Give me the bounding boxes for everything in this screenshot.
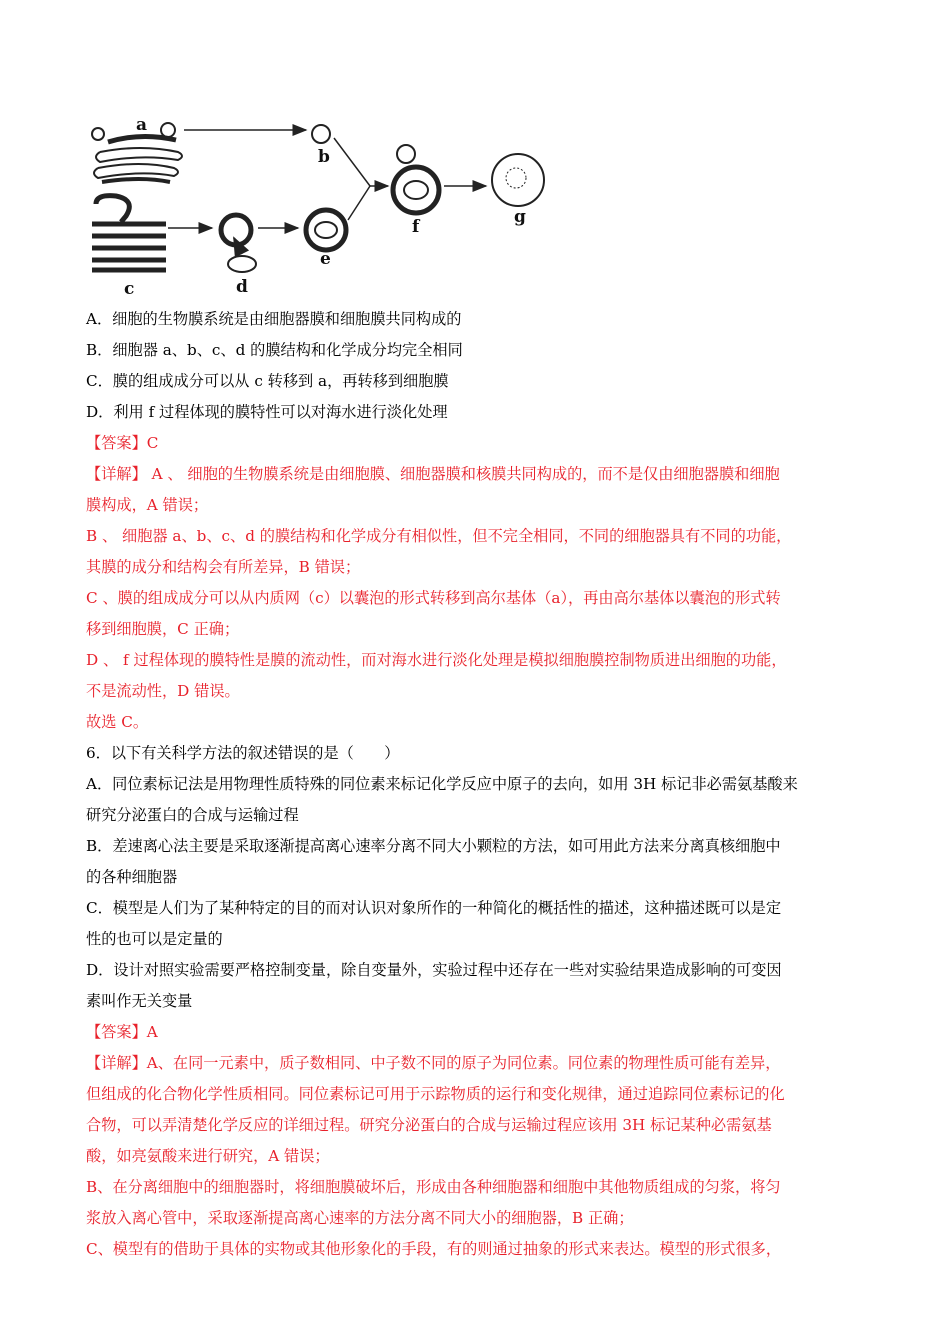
q5-option-a: A．细胞的生物膜系统是由细胞器膜和细胞膜共同构成的 — [86, 310, 462, 328]
q5-explanation-line: 其膜的成分和结构会有所差异，B 错误； — [86, 558, 361, 576]
membrane-system-diagram — [86, 112, 556, 302]
label-g: g — [514, 207, 526, 227]
q6-stem: 6．以下有关科学方法的叙述错误的是（ ） — [86, 744, 400, 762]
q6-explanation-line: 【详解】A、在同一元素中，质子数相同、中子数不同的原子为同位素。同位素的物理性质可能有差异， — [86, 1054, 781, 1072]
label-d: d — [236, 277, 248, 297]
label-a: a — [136, 115, 148, 135]
endoplasmic-reticulum-shape — [92, 196, 166, 270]
q6-explanation-line: B、在分离细胞中的细胞器时，将细胞膜破坏后，形成由各种细胞器和细胞中其他物质组成的匀浆，将匀 — [86, 1178, 781, 1196]
vesicle-b-shape — [312, 125, 330, 143]
q6-explanation-line: 但组成的化合物化学性质相同。同位素标记可用于示踪物质的运行和变化规律，通过追踪同位素标记的化 — [86, 1085, 785, 1103]
label-f: f — [412, 217, 420, 237]
q6-option-line: A．同位素标记法是用物理性质特殊的同位素来标记化学反应中原子的去向，如用 3H 标记非必需氨基酸来 — [86, 775, 798, 793]
q5-explanation-line: 【详解】 A 、 细胞的生物膜系统是由细胞膜、细胞器膜和核膜共同构成的，而不是仅由细胞器膜和细胞 — [86, 465, 780, 483]
digested-g-shape — [492, 154, 544, 206]
q6-option-line: C．模型是人们为了某种特定的目的而对认识对象所作的一种简化的概括性的描述，这种描述既可以是定 — [86, 899, 782, 917]
q6-option-line: B．差速离心法主要是采取逐渐提高离心速率分离不同大小颗粒的方法，如可用此方法来分离真核细胞中 — [86, 837, 781, 855]
label-c: c — [124, 279, 135, 299]
q6-option-line: 的各种细胞器 — [86, 868, 178, 886]
autophagosome-e-shape — [306, 210, 346, 250]
fusion-f-shape — [393, 145, 439, 213]
label-e: e — [320, 249, 331, 269]
q6-explanation-line: 酸，如亮氨酸来进行研究，A 错误； — [86, 1147, 330, 1165]
q6-explanation-line: 浆放入离心管中，采取逐渐提高离心速率的方法分离不同大小的细胞器，B 正确； — [86, 1209, 634, 1227]
q6-explanation-line: 合物，可以弄清楚化学反应的详细过程。研究分泌蛋白的合成与运输过程应该用 3H 标记某种必需氨基 — [86, 1116, 772, 1134]
q5-option-c: C．膜的组成成分可以从 c 转移到 a，再转移到细胞膜 — [86, 372, 449, 390]
q6-option-line: 性的也可以是定量的 — [86, 930, 223, 948]
q5-explanation-line: C 、膜的组成成分可以从内质网（c）以囊泡的形式转移到高尔基体（a），再由高尔基体以囊泡的形式转 — [86, 589, 781, 607]
document-body — [86, 304, 866, 1265]
q5-explanation-line: 不是流动性，D 错误。 — [86, 682, 240, 700]
q5-option-d: D．利用 f 过程体现的膜特性可以对海水进行淡化处理 — [86, 403, 448, 421]
q5-answer: 【答案】C — [86, 434, 159, 452]
q6-answer: 【答案】A — [86, 1023, 158, 1041]
q5-explanation-line: 膜构成，A 错误； — [86, 496, 209, 514]
q5-explanation-line: D 、 f 过程体现的膜特性是膜的流动性，而对海水进行淡化处理是模拟细胞膜控制物质进出细胞的功能， — [86, 651, 787, 669]
label-b: b — [318, 147, 330, 167]
q5-explanation-line: 移到细胞膜，C 正确； — [86, 620, 240, 638]
lysosome-d-shape — [221, 215, 256, 272]
q5-option-b: B．细胞器 a、b、c、d 的膜结构和化学成分均完全相同 — [86, 341, 463, 359]
q6-option-line: D．设计对照实验需要严格控制变量，除自变量外，实验过程中还存在一些对实验结果造成影响的可变因 — [86, 961, 782, 979]
q6-option-line: 素叫作无关变量 — [86, 992, 193, 1010]
q5-explanation-line: 故选 C。 — [86, 713, 149, 731]
q6-option-line: 研究分泌蛋白的合成与运输过程 — [86, 806, 299, 824]
q5-explanation-line: B 、 细胞器 a、b、c、d 的膜结构和化学成分有相似性，但不完全相同，不同的细胞器具有不同的功能， — [86, 527, 792, 545]
q6-explanation-line: C、模型有的借助于具体的实物或其他形象化的手段，有的则通过抽象的形式来表达。模型的形式很多， — [86, 1240, 782, 1258]
